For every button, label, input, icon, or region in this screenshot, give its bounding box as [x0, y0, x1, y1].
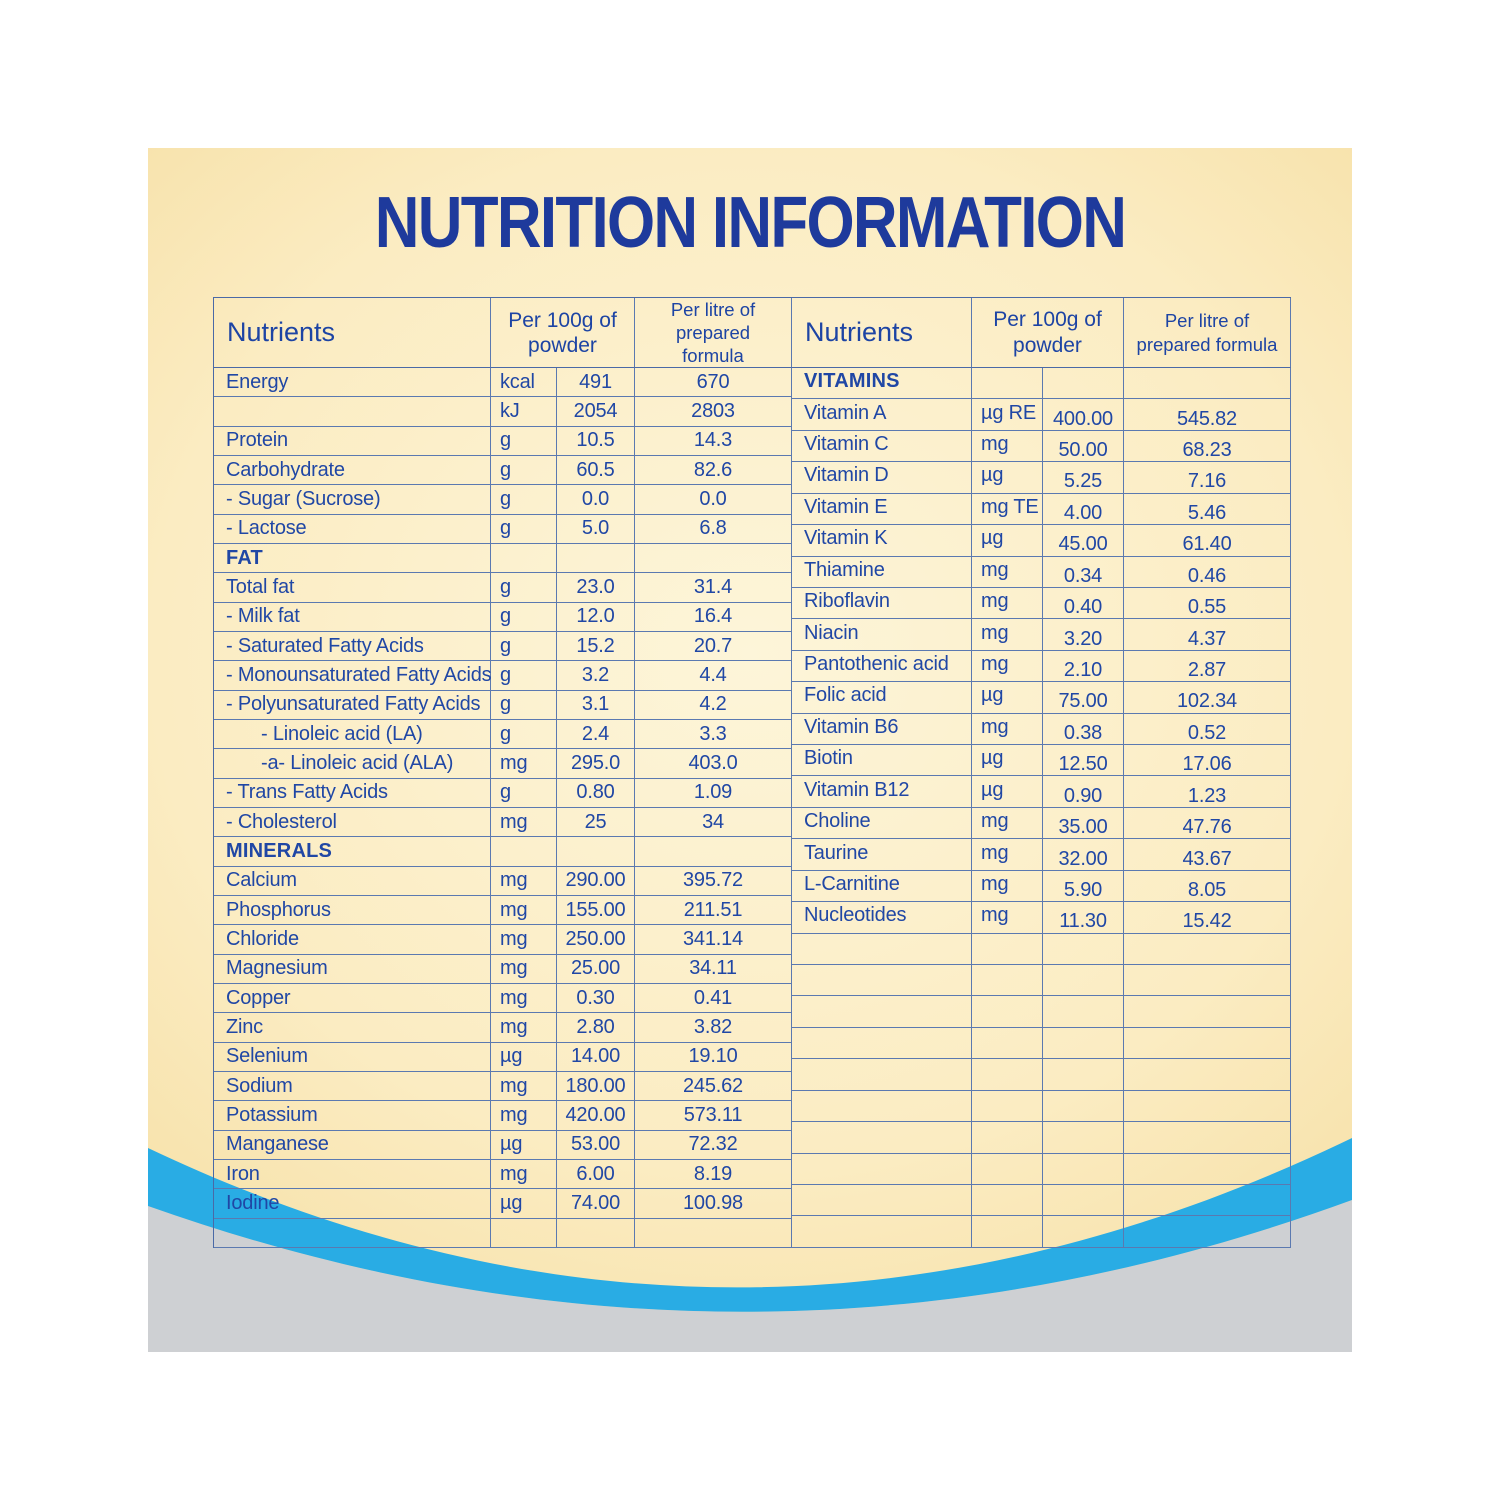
nutrient-name-cell: Carbohydrate [214, 456, 491, 485]
per-litre-value-cell: 0.46 [1124, 557, 1291, 588]
unit-cell: µg [972, 682, 1043, 713]
per-litre-value-cell: 6.8 [635, 515, 792, 544]
per-litre-value-cell [1124, 1216, 1291, 1247]
table-left-body [214, 368, 792, 1248]
nutrient-name-cell: - Saturated Fatty Acids [214, 632, 491, 661]
unit-cell [972, 1091, 1043, 1122]
per-litre-value-cell [1124, 368, 1291, 399]
per-100g-value-cell: 400.00 [1043, 399, 1124, 430]
per-litre-value-cell: 102.34 [1124, 682, 1291, 713]
nutrient-name-cell [792, 965, 972, 996]
nutrient-name-cell: Vitamin B12 [792, 776, 972, 807]
per-100g-value-cell [1043, 1185, 1124, 1216]
unit-cell: mg [972, 431, 1043, 462]
nutrient-name-cell: Chloride [214, 925, 491, 954]
nutrient-name-cell: Phosphorus [214, 896, 491, 925]
nutrient-name-cell: - Monounsaturated Fatty Acids [214, 661, 491, 690]
nutrient-name-cell: VITAMINS [792, 368, 972, 399]
column-header-per-litre: Per litre of prepared formula [1124, 298, 1291, 368]
nutrient-name-cell: Potassium [214, 1101, 491, 1130]
column-header-per-litre: Per litre of prepared formula [635, 298, 792, 368]
unit-cell: mg [491, 896, 557, 925]
per-100g-value-cell [1043, 1216, 1124, 1247]
unit-cell: mg TE [972, 494, 1043, 525]
per-litre-value-cell: 8.19 [635, 1160, 792, 1189]
per-litre-value-cell: 403.0 [635, 749, 792, 778]
nutrient-name-cell: L-Carnitine [792, 871, 972, 902]
nutrient-name-cell: Manganese [214, 1131, 491, 1160]
nutrient-name-cell: Biotin [792, 745, 972, 776]
per-100g-value-cell: 23.0 [557, 573, 635, 602]
unit-cell: g [491, 779, 557, 808]
per-100g-value-cell: 5.90 [1043, 871, 1124, 902]
per-100g-value-cell: 0.38 [1043, 714, 1124, 745]
per-litre-value-cell [1124, 1028, 1291, 1059]
unit-cell [972, 996, 1043, 1027]
nutrient-name-cell: Taurine [792, 839, 972, 870]
unit-cell [972, 368, 1043, 399]
per-litre-value-cell: 34.11 [635, 955, 792, 984]
unit-cell: mg [972, 588, 1043, 619]
unit-cell: mg [972, 714, 1043, 745]
per-litre-value-cell: 670 [635, 368, 792, 397]
per-litre-value-cell: 395.72 [635, 867, 792, 896]
per-litre-value-cell: 82.6 [635, 456, 792, 485]
per-100g-value-cell: 14.00 [557, 1043, 635, 1072]
nutrient-name-cell: Vitamin A [792, 399, 972, 430]
per-litre-value-cell: 211.51 [635, 896, 792, 925]
unit-cell: g [491, 661, 557, 690]
nutrient-name-cell [792, 1185, 972, 1216]
unit-cell: µg [972, 525, 1043, 556]
per-100g-value-cell [557, 1219, 635, 1248]
nutrient-name-cell: - Polyunsaturated Fatty Acids [214, 691, 491, 720]
per-100g-value-cell: 35.00 [1043, 808, 1124, 839]
per-100g-value-cell: 0.80 [557, 779, 635, 808]
per-litre-value-cell: 14.3 [635, 427, 792, 456]
nutrient-name-cell [792, 1059, 972, 1090]
unit-cell [491, 837, 557, 866]
nutrient-name-cell: Thiamine [792, 557, 972, 588]
per-litre-value-cell [1124, 1154, 1291, 1185]
per-100g-value-cell: 3.20 [1043, 619, 1124, 650]
per-litre-value-cell: 245.62 [635, 1072, 792, 1101]
unit-cell: µg RE [972, 399, 1043, 430]
unit-cell: mg [491, 1101, 557, 1130]
nutrient-name-cell: Energy [214, 368, 491, 397]
per-100g-value-cell: 5.0 [557, 515, 635, 544]
table-right-half [792, 298, 1291, 1248]
table-right-header [792, 298, 1291, 368]
nutrient-name-cell: MINERALS [214, 837, 491, 866]
per-100g-value-cell: 250.00 [557, 925, 635, 954]
nutrient-name-cell: Zinc [214, 1013, 491, 1042]
nutrient-name-cell: Sodium [214, 1072, 491, 1101]
per-100g-value-cell: 11.30 [1043, 902, 1124, 933]
unit-cell: mg [491, 1072, 557, 1101]
unit-cell: µg [972, 745, 1043, 776]
per-litre-value-cell: 2803 [635, 397, 792, 426]
nutrient-name-cell: FAT [214, 544, 491, 573]
unit-cell [972, 1059, 1043, 1090]
per-100g-value-cell: 25.00 [557, 955, 635, 984]
unit-cell [972, 1216, 1043, 1247]
per-100g-value-cell: 2.4 [557, 720, 635, 749]
per-100g-value-cell [1043, 1091, 1124, 1122]
unit-cell: µg [491, 1131, 557, 1160]
per-100g-value-cell [1043, 1122, 1124, 1153]
nutrient-name-cell [792, 1216, 972, 1247]
per-litre-value-cell [635, 1219, 792, 1248]
per-100g-value-cell: 12.50 [1043, 745, 1124, 776]
column-header-per-100g: Per 100g of powder [491, 298, 635, 368]
per-litre-value-cell: 72.32 [635, 1131, 792, 1160]
nutrient-name-cell: Vitamin D [792, 462, 972, 493]
per-100g-value-cell [1043, 1154, 1124, 1185]
unit-cell: mg [491, 867, 557, 896]
per-100g-value-cell [1043, 934, 1124, 965]
per-litre-value-cell: 8.05 [1124, 871, 1291, 902]
per-litre-value-cell [1124, 965, 1291, 996]
nutrient-name-cell [792, 934, 972, 965]
unit-cell: kJ [491, 397, 557, 426]
per-100g-value-cell: 155.00 [557, 896, 635, 925]
per-100g-value-cell: 53.00 [557, 1131, 635, 1160]
unit-cell: mg [972, 839, 1043, 870]
per-litre-value-cell [1124, 996, 1291, 1027]
per-litre-value-cell: 100.98 [635, 1189, 792, 1218]
unit-cell: mg [491, 955, 557, 984]
per-litre-value-cell: 0.41 [635, 984, 792, 1013]
per-100g-value-cell: 2.10 [1043, 651, 1124, 682]
per-100g-value-cell: 5.25 [1043, 462, 1124, 493]
per-litre-value-cell: 1.09 [635, 779, 792, 808]
per-100g-value-cell: 0.90 [1043, 776, 1124, 807]
label-background [148, 148, 1352, 1352]
per-100g-value-cell: 6.00 [557, 1160, 635, 1189]
unit-cell: mg [972, 619, 1043, 650]
per-litre-value-cell: 17.06 [1124, 745, 1291, 776]
nutrient-name-cell: Nucleotides [792, 902, 972, 933]
unit-cell: mg [491, 808, 557, 837]
unit-cell [491, 544, 557, 573]
per-litre-value-cell [1124, 1185, 1291, 1216]
nutrient-name-cell: - Cholesterol [214, 808, 491, 837]
per-100g-value-cell [557, 837, 635, 866]
unit-cell [972, 1185, 1043, 1216]
nutrient-name-cell: -a- Linoleic acid (ALA) [214, 749, 491, 778]
per-litre-value-cell [635, 544, 792, 573]
per-litre-value-cell: 0.52 [1124, 714, 1291, 745]
per-litre-value-cell: 34 [635, 808, 792, 837]
per-100g-value-cell: 0.30 [557, 984, 635, 1013]
per-litre-value-cell: 61.40 [1124, 525, 1291, 556]
unit-cell [972, 965, 1043, 996]
per-100g-value-cell: 50.00 [1043, 431, 1124, 462]
per-litre-value-cell [1124, 1059, 1291, 1090]
nutrient-name-cell: Riboflavin [792, 588, 972, 619]
per-litre-value-cell: 4.2 [635, 691, 792, 720]
per-100g-value-cell: 0.34 [1043, 557, 1124, 588]
nutrient-name-cell: Copper [214, 984, 491, 1013]
nutrient-name-cell: - Trans Fatty Acids [214, 779, 491, 808]
nutrient-name-cell: Magnesium [214, 955, 491, 984]
per-litre-value-cell: 43.67 [1124, 839, 1291, 870]
per-litre-value-cell: 20.7 [635, 632, 792, 661]
unit-cell: g [491, 720, 557, 749]
column-header-nutrients: Nutrients [214, 298, 491, 368]
unit-cell: g [491, 603, 557, 632]
nutrient-name-cell [214, 1219, 491, 1248]
nutrient-name-cell: Protein [214, 427, 491, 456]
unit-cell: mg [491, 925, 557, 954]
per-100g-value-cell: 75.00 [1043, 682, 1124, 713]
per-100g-value-cell: 295.0 [557, 749, 635, 778]
nutrient-name-cell: Niacin [792, 619, 972, 650]
unit-cell: mg [972, 902, 1043, 933]
per-litre-value-cell: 16.4 [635, 603, 792, 632]
nutrient-name-cell: Iron [214, 1160, 491, 1189]
nutrient-name-cell [792, 1091, 972, 1122]
nutrient-name-cell: Vitamin E [792, 494, 972, 525]
per-100g-value-cell [1043, 1028, 1124, 1059]
per-litre-value-cell [1124, 1091, 1291, 1122]
per-litre-value-cell: 0.0 [635, 485, 792, 514]
per-litre-value-cell: 1.23 [1124, 776, 1291, 807]
unit-cell [972, 1154, 1043, 1185]
per-100g-value-cell: 4.00 [1043, 494, 1124, 525]
unit-cell: g [491, 427, 557, 456]
unit-cell: mg [972, 808, 1043, 839]
per-litre-value-cell: 7.16 [1124, 462, 1291, 493]
unit-cell [972, 1122, 1043, 1153]
per-100g-value-cell: 180.00 [557, 1072, 635, 1101]
per-100g-value-cell: 3.1 [557, 691, 635, 720]
per-100g-value-cell [1043, 368, 1124, 399]
column-header-per-100g: Per 100g of powder [972, 298, 1124, 368]
nutrient-name-cell: - Milk fat [214, 603, 491, 632]
nutrient-name-cell: Iodine [214, 1189, 491, 1218]
per-litre-value-cell: 31.4 [635, 573, 792, 602]
nutrient-name-cell: Total fat [214, 573, 491, 602]
table-left-half [213, 298, 792, 1248]
per-100g-value-cell: 3.2 [557, 661, 635, 690]
per-litre-value-cell: 573.11 [635, 1101, 792, 1130]
unit-cell: g [491, 573, 557, 602]
unit-cell: mg [491, 1160, 557, 1189]
per-100g-value-cell: 32.00 [1043, 839, 1124, 870]
per-litre-value-cell: 0.55 [1124, 588, 1291, 619]
per-100g-value-cell: 25 [557, 808, 635, 837]
nutrient-name-cell: Selenium [214, 1043, 491, 1072]
unit-cell: g [491, 632, 557, 661]
unit-cell: mg [491, 1013, 557, 1042]
nutrient-name-cell [792, 1028, 972, 1059]
unit-cell: µg [491, 1043, 557, 1072]
unit-cell: µg [972, 776, 1043, 807]
per-100g-value-cell: 74.00 [557, 1189, 635, 1218]
nutrient-name-cell: Vitamin B6 [792, 714, 972, 745]
unit-cell: g [491, 456, 557, 485]
per-litre-value-cell: 5.46 [1124, 494, 1291, 525]
unit-cell: mg [972, 871, 1043, 902]
unit-cell: mg [491, 749, 557, 778]
per-100g-value-cell: 45.00 [1043, 525, 1124, 556]
unit-cell: mg [972, 557, 1043, 588]
nutrient-name-cell: Calcium [214, 867, 491, 896]
unit-cell: mg [972, 651, 1043, 682]
per-100g-value-cell [557, 544, 635, 573]
unit-cell [491, 1219, 557, 1248]
table-right-body [792, 368, 1291, 1248]
unit-cell: g [491, 485, 557, 514]
per-litre-value-cell: 2.87 [1124, 651, 1291, 682]
per-100g-value-cell [1043, 1059, 1124, 1090]
per-100g-value-cell: 12.0 [557, 603, 635, 632]
per-100g-value-cell: 420.00 [557, 1101, 635, 1130]
nutrient-name-cell: Vitamin K [792, 525, 972, 556]
nutrient-name-cell: Choline [792, 808, 972, 839]
nutrient-name-cell [792, 1154, 972, 1185]
unit-cell: g [491, 515, 557, 544]
column-header-nutrients: Nutrients [792, 298, 972, 368]
per-litre-value-cell: 4.4 [635, 661, 792, 690]
nutrient-name-cell: - Lactose [214, 515, 491, 544]
unit-cell: kcal [491, 368, 557, 397]
unit-cell [972, 1028, 1043, 1059]
nutrient-name-cell: - Sugar (Sucrose) [214, 485, 491, 514]
per-litre-value-cell: 4.37 [1124, 619, 1291, 650]
per-litre-value-cell: 3.82 [635, 1013, 792, 1042]
per-100g-value-cell: 60.5 [557, 456, 635, 485]
per-100g-value-cell: 2054 [557, 397, 635, 426]
per-litre-value-cell: 19.10 [635, 1043, 792, 1072]
per-100g-value-cell: 0.40 [1043, 588, 1124, 619]
per-litre-value-cell: 68.23 [1124, 431, 1291, 462]
nutrient-name-cell: Vitamin C [792, 431, 972, 462]
per-100g-value-cell: 10.5 [557, 427, 635, 456]
nutrient-name-cell [792, 996, 972, 1027]
per-100g-value-cell: 15.2 [557, 632, 635, 661]
unit-cell: µg [491, 1189, 557, 1218]
nutrient-name-cell [792, 1122, 972, 1153]
per-100g-value-cell: 491 [557, 368, 635, 397]
table-left-header [214, 298, 792, 368]
nutrition-table [213, 297, 1291, 1248]
per-litre-value-cell: 545.82 [1124, 399, 1291, 430]
per-litre-value-cell: 15.42 [1124, 902, 1291, 933]
per-litre-value-cell [1124, 934, 1291, 965]
per-100g-value-cell [1043, 965, 1124, 996]
nutrient-name-cell: - Linoleic acid (LA) [214, 720, 491, 749]
per-100g-value-cell [1043, 996, 1124, 1027]
unit-cell [972, 934, 1043, 965]
per-litre-value-cell: 47.76 [1124, 808, 1291, 839]
unit-cell: µg [972, 462, 1043, 493]
nutrient-name-cell [214, 397, 491, 426]
per-litre-value-cell: 3.3 [635, 720, 792, 749]
per-litre-value-cell [1124, 1122, 1291, 1153]
per-litre-value-cell: 341.14 [635, 925, 792, 954]
per-100g-value-cell: 290.00 [557, 867, 635, 896]
unit-cell: mg [491, 984, 557, 1013]
page-title: NUTRITION INFORMATION [374, 183, 1126, 263]
unit-cell: g [491, 691, 557, 720]
nutrient-name-cell: Folic acid [792, 682, 972, 713]
nutrient-name-cell: Pantothenic acid [792, 651, 972, 682]
per-litre-value-cell [635, 837, 792, 866]
per-100g-value-cell: 0.0 [557, 485, 635, 514]
per-100g-value-cell: 2.80 [557, 1013, 635, 1042]
